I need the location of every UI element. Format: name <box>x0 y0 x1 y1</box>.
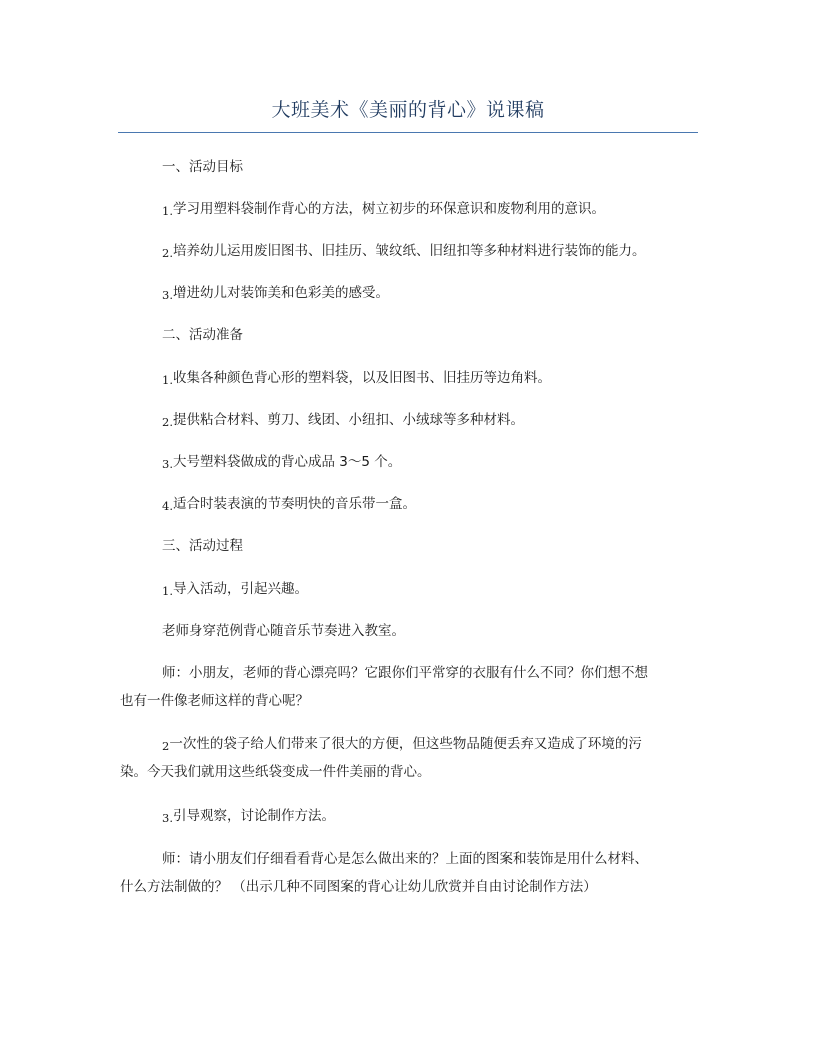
section2-item-1 <box>162 368 551 388</box>
step-number: 3. <box>162 811 173 825</box>
step-text: 一次性的袋子给人们带来了很大的方便，但这些物品随便丢弃又造成了环境的污 <box>169 736 642 752</box>
section3-step-2-line-2: 染。今天我们就用这些纸袋变成一件件美丽的背心。 <box>120 764 431 780</box>
item-number: 2. <box>162 246 173 260</box>
step-number: 2 <box>162 739 170 753</box>
section2-item-2 <box>162 410 524 430</box>
item-number: 1. <box>162 373 173 387</box>
section1-heading: 一、活动目标 <box>162 159 243 175</box>
section1-item-3 <box>162 283 389 303</box>
item-number: 3. <box>162 288 173 302</box>
section2-item-3 <box>162 452 401 472</box>
item-text: 培养幼儿运用废旧图书、旧挂历、皱纹纸、旧纽扣等多种材料进行装饰的能力。 <box>172 243 646 259</box>
item-number: 2. <box>162 415 173 429</box>
item-number: 4. <box>162 499 173 513</box>
title-divider <box>118 132 698 133</box>
section2-item-4 <box>162 494 416 514</box>
item-text: 增进幼儿对装饰美和色彩美的感受。 <box>172 285 389 301</box>
step-number: 1. <box>162 584 173 598</box>
item-text: 学习用塑料袋制作背心的方法，树立初步的环保意识和废物利用的意识。 <box>172 201 605 217</box>
item-number: 1. <box>162 204 173 218</box>
item-text: 适合时装表演的节奏明快的音乐带一盒。 <box>172 496 416 512</box>
section3-step-1 <box>162 579 308 599</box>
step-text: 引导观察，讨论制作方法。 <box>172 808 335 824</box>
section3-paragraph-2-line-2: 也有一件像老师这样的背心呢？ <box>120 693 309 709</box>
section3-heading: 三、活动过程 <box>162 538 243 554</box>
item-text: 提供粘合材料、剪刀、线团、小纽扣、小绒球等多种材料。 <box>172 412 524 428</box>
step-text: 导入活动，引起兴趣。 <box>172 581 308 597</box>
section3-step-3 <box>162 806 335 826</box>
item-text: 收集各种颜色背心形的塑料袋，以及旧图书、旧挂历等边角料。 <box>172 370 551 386</box>
section3-paragraph-1: 老师身穿范例背心随音乐节奏进入教室。 <box>162 623 405 639</box>
section1-item-1 <box>162 199 605 219</box>
section1-item-2 <box>162 241 645 261</box>
item-number: 3. <box>162 457 173 471</box>
section3-paragraph-3-line-1: 师：请小朋友们仔细看看背心是怎么做出来的？上面的图案和装饰是用什么材料、 <box>162 851 648 867</box>
document-title: 大班美术《美丽的背心》说课稿 <box>271 99 545 121</box>
section3-paragraph-2-line-1: 师：小朋友，老师的背心漂亮吗？它跟你们平常穿的衣服有什么不同？你们想不想 <box>162 665 648 681</box>
item-text: 大号塑料袋做成的背心成品 3～5 个。 <box>172 454 402 470</box>
section3-step-2-line-1 <box>162 734 642 754</box>
section2-heading: 二、活动准备 <box>162 327 243 343</box>
section3-paragraph-3-line-2: 什么方法制做的？ （出示几种不同图案的背心让幼儿欣赏并自由讨论制作方法） <box>120 879 597 895</box>
